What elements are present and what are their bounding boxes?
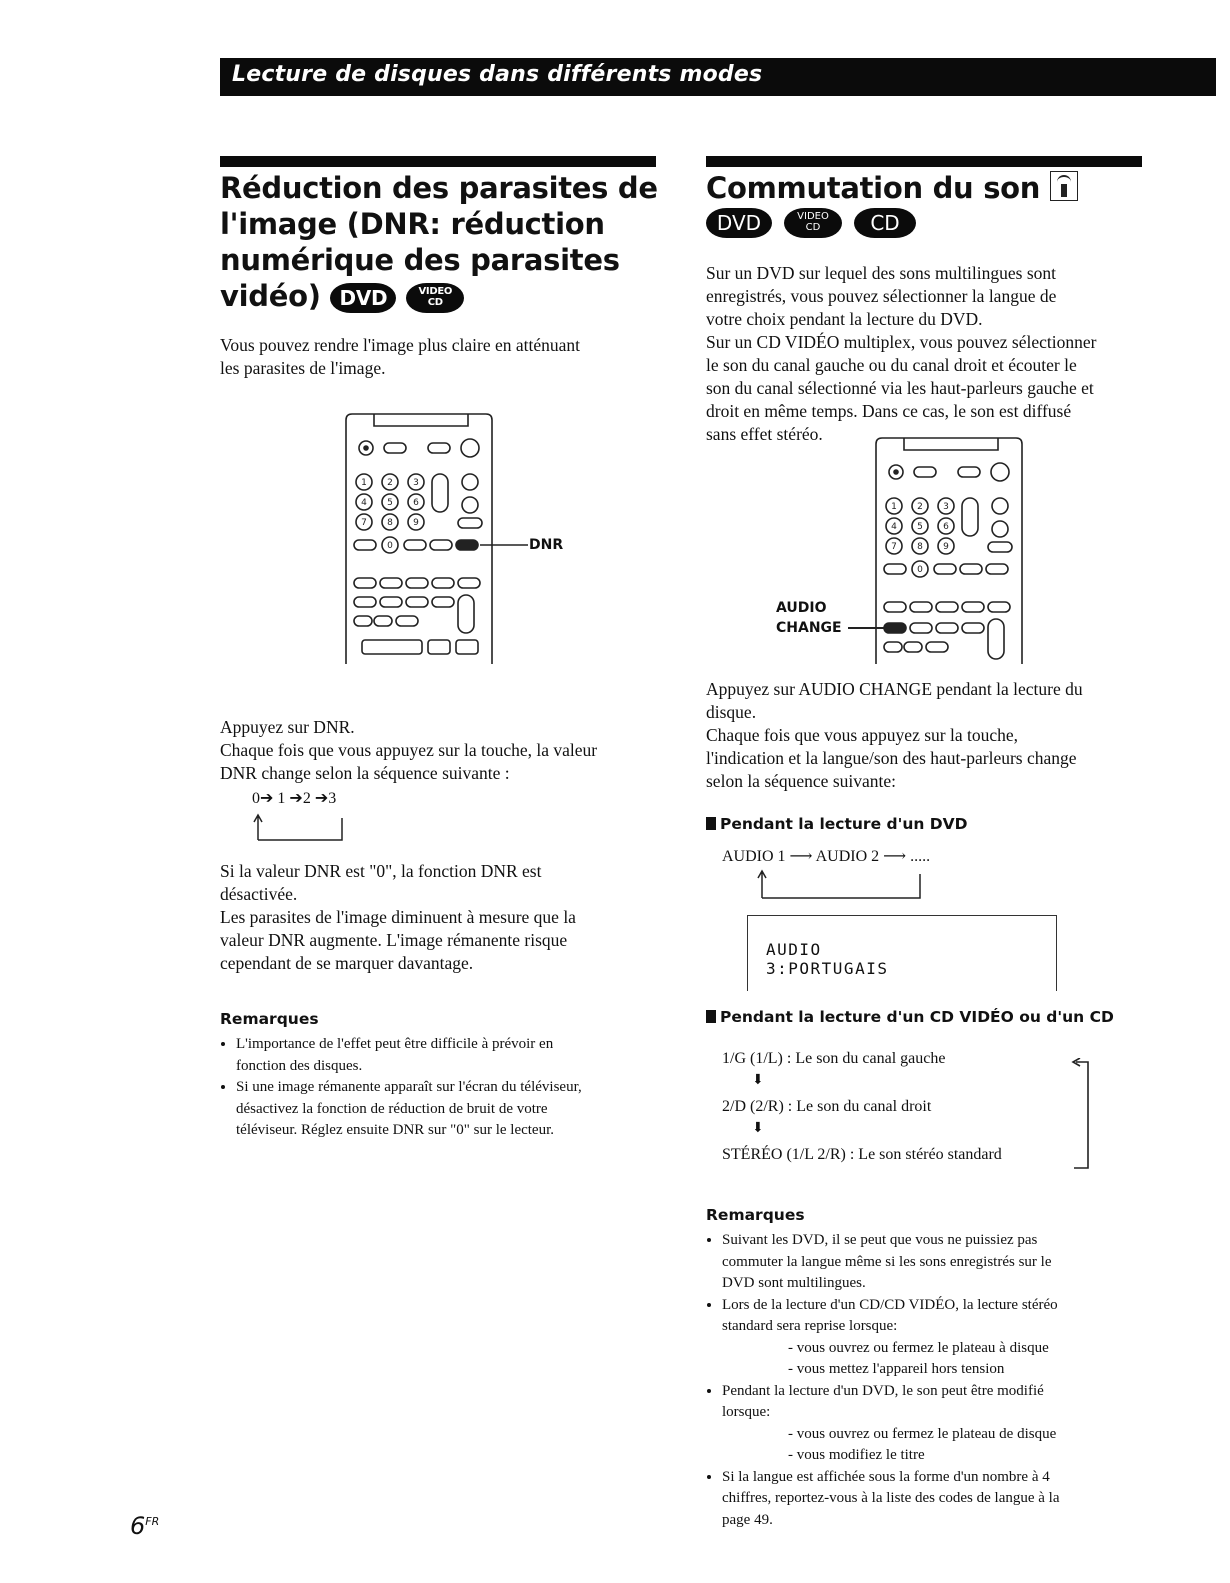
right-note-3: • Pendant la lecture d'un DVD, le son peut être modifié lorsque: - vous ouvrez ou fermez le plateau de disque - vous modifiez le titre [722, 1381, 1156, 1467]
osd-line-1: AUDIO [766, 940, 822, 959]
audio-change-callout-line-1: AUDIO [776, 600, 827, 616]
svg-text:2: 2 [917, 502, 923, 512]
right-note-2: • Lors de la lecture d'un CD/CD VIDÉO, la lecture stéréo standard sera reprise lorsque: - vous ouvrez ou fermez le plateau à disque - vous mettez l'appareil hors tension [722, 1295, 1156, 1381]
svg-text:8: 8 [917, 542, 923, 552]
audio-change-callout-leader [848, 627, 886, 629]
svg-text:0: 0 [387, 541, 393, 551]
vcd-sequence [722, 1050, 1102, 1164]
remote-control-illustration-audio [874, 436, 1034, 664]
right-note-1: • Suivant les DVD, il se peut que vous ne puissiez pas commuter la langue même si les sons enregistrés sur le DVD sont multilingues. [722, 1230, 1156, 1295]
right-title-rule [706, 156, 1142, 167]
right-instruction-line-3: Chaque fois que vous appuyez sur la touche, [706, 725, 1019, 745]
right-instruction-line-2: disque. [706, 702, 757, 722]
left-instruction-line-2: Chaque fois que vous appuyez sur la touche, la valeur [220, 740, 598, 760]
vcd-seq-item-2: 2/D (2/R) : Le son du canal droit [722, 1098, 932, 1115]
svg-text:4: 4 [361, 498, 367, 508]
osd-display-box [747, 915, 1057, 991]
down-arrow-icon: ⬇ [752, 1121, 764, 1136]
svg-text:1: 1 [891, 502, 897, 512]
right-intro-line-3: votre choix pendant la lecture du DVD. [706, 309, 983, 329]
left-intro-line-1: Vous pouvez rendre l'image plus claire en atténuant [220, 335, 580, 355]
section-header-banner [220, 58, 1216, 96]
right-intro-line-1: Sur un DVD sur lequel des sons multilingues sont [706, 263, 1056, 283]
dvd-subheading: Pendant la lecture d'un DVD [706, 815, 968, 833]
left-instructions [220, 716, 660, 785]
vcd-seq-item-1: 1/G (1/L) : Le son du canal gauche [722, 1050, 946, 1067]
svg-text:9: 9 [943, 542, 949, 552]
right-note-2-subitems: - vous ouvrez ou fermez le plateau à disque - vous mettez l'appareil hors tension [788, 1339, 1049, 1377]
left-title-rule [220, 156, 656, 167]
left-para2-line-2: valeur DNR augmente. L'image rémanente risque [220, 930, 568, 950]
right-intro-line-2: enregistrés, vous pouvez sélectionner la langue de [706, 286, 1057, 306]
left-para2-line-1: Les parasites de l'image diminuent à mesure que la [220, 907, 576, 927]
right-instruction-line-4: l'indication et la langue/son des haut-parleurs change [706, 748, 1077, 768]
left-instruction-line-1: Appuyez sur DNR. [220, 717, 355, 737]
left-title-line-1: Réduction des parasites de [220, 171, 658, 205]
dnr-callout-label: DNR [529, 537, 564, 553]
page-number [130, 1512, 159, 1540]
right-title-text: Commutation du son [706, 171, 1041, 205]
right-intro-line-6: son du canal sélectionné via les haut-parleurs gauche et [706, 378, 1094, 398]
right-intro-line-5: le son du canal gauche ou du canal droit et écouter le [706, 355, 1077, 375]
left-note-1: • L'importance de l'effet peut être difficile à prévoir en fonction des disques. [236, 1034, 660, 1077]
section-header-title: Lecture de disques dans différents modes [232, 62, 763, 87]
left-section-title [220, 170, 660, 314]
right-intro-line-4: Sur un CD VIDÉO multiplex, vous pouvez sélectionner [706, 332, 1097, 352]
vcd-sequence-loop-arrow [1070, 1058, 1090, 1170]
vcd-subheading: Pendant la lecture d'un CD VIDÉO ou d'un CD [706, 1008, 1114, 1026]
right-intro [706, 262, 1156, 446]
svg-text:3: 3 [943, 502, 949, 512]
right-instructions [706, 678, 1156, 793]
svg-text:1: 1 [361, 478, 367, 488]
audio-change-callout-label [776, 598, 842, 638]
dvd-badge-icon: DVD [330, 283, 396, 313]
dvd-audio-sequence: AUDIO 1 ⟶ AUDIO 2 ⟶ ..... [722, 848, 931, 865]
svg-text:9: 9 [413, 518, 419, 528]
right-note-4: • Si la langue est affichée sous la forme d'un nombre à 4 chiffres, reportez-vous à la liste des codes de langue à la page 49. [722, 1467, 1156, 1532]
svg-text:8: 8 [387, 518, 393, 528]
video-cd-badge-right-top: VIDEO [797, 211, 829, 222]
left-title-line-4: vidéo) [220, 279, 321, 313]
remote-control-icon-right [874, 436, 1034, 664]
video-cd-badge-icon [406, 283, 464, 313]
svg-text:4: 4 [891, 522, 897, 532]
cd-badge-icon: CD [854, 208, 916, 238]
dvd-sequence-loop-arrow [756, 868, 926, 898]
right-instruction-line-5: selon la séquence suivante: [706, 771, 897, 791]
vcd-seq-item-3: STÉRÉO (1/L 2/R) : Le son stéréo standard [722, 1146, 1002, 1163]
dvd-badge-icon-right: DVD [706, 208, 772, 238]
page-number-suffix: FR [145, 1515, 160, 1528]
audio-change-callout-line-2: CHANGE [776, 620, 842, 636]
left-title-line-3: numérique des parasites [220, 243, 620, 277]
remote-only-icon [1050, 171, 1078, 201]
left-para1-line-2: désactivée. [220, 884, 298, 904]
svg-text:6: 6 [943, 522, 949, 532]
svg-text:5: 5 [917, 522, 923, 532]
right-notes-title: Remarques [706, 1206, 805, 1224]
left-para2-line-3: cependant de se marquer davantage. [220, 953, 474, 973]
svg-text:2: 2 [387, 478, 393, 488]
page-number-value: 6 [130, 1512, 146, 1540]
svg-text:7: 7 [361, 518, 367, 528]
video-cd-badge-top: VIDEO [418, 286, 453, 297]
svg-text:5: 5 [387, 498, 393, 508]
video-cd-badge-right-bottom: CD [805, 222, 821, 233]
left-instruction-line-3: DNR change selon la séquence suivante : [220, 763, 510, 783]
osd-line-2: 3:PORTUGAIS [766, 959, 889, 978]
dnr-sequence: 0➔ 1 ➔2 ➔3 [252, 790, 337, 807]
left-para1-line-1: Si la valeur DNR est "0", la fonction DNR est [220, 861, 542, 881]
svg-text:7: 7 [891, 542, 897, 552]
left-notes-title: Remarques [220, 1010, 319, 1028]
left-notes [220, 1010, 660, 1142]
left-para [220, 860, 660, 975]
right-intro-line-7: droit en même temps. Dans ce cas, le son est diffusé [706, 401, 1072, 421]
down-arrow-icon: ⬇ [752, 1073, 764, 1088]
left-intro-line-2: les parasites de l'image. [220, 358, 386, 378]
right-notes [706, 1206, 1156, 1531]
svg-text:0: 0 [917, 565, 923, 575]
left-intro [220, 334, 650, 380]
right-instruction-line-1: Appuyez sur AUDIO CHANGE pendant la lecture du [706, 679, 1083, 699]
dnr-sequence-loop-arrow [252, 812, 344, 838]
right-note-3-subitems: - vous ouvrez ou fermez le plateau de disque - vous modifiez le titre [788, 1425, 1057, 1463]
square-bullet-icon [706, 1010, 716, 1023]
video-cd-badge-icon-right [784, 208, 842, 238]
right-section-title [706, 170, 1146, 238]
svg-text:6: 6 [413, 498, 419, 508]
right-intro-line-8: sans effet stéréo. [706, 424, 823, 444]
svg-text:3: 3 [413, 478, 419, 488]
square-bullet-icon [706, 817, 716, 830]
video-cd-badge-bottom: CD [427, 297, 443, 308]
left-note-2: • Si une image rémanente apparaît sur l'écran du téléviseur, désactivez la fonction de réduction de bruit de votre téléviseur. Réglez ensuite DNR sur "0" sur le lecteur. [236, 1077, 660, 1142]
left-title-line-2: l'image (DNR: réduction [220, 207, 605, 241]
